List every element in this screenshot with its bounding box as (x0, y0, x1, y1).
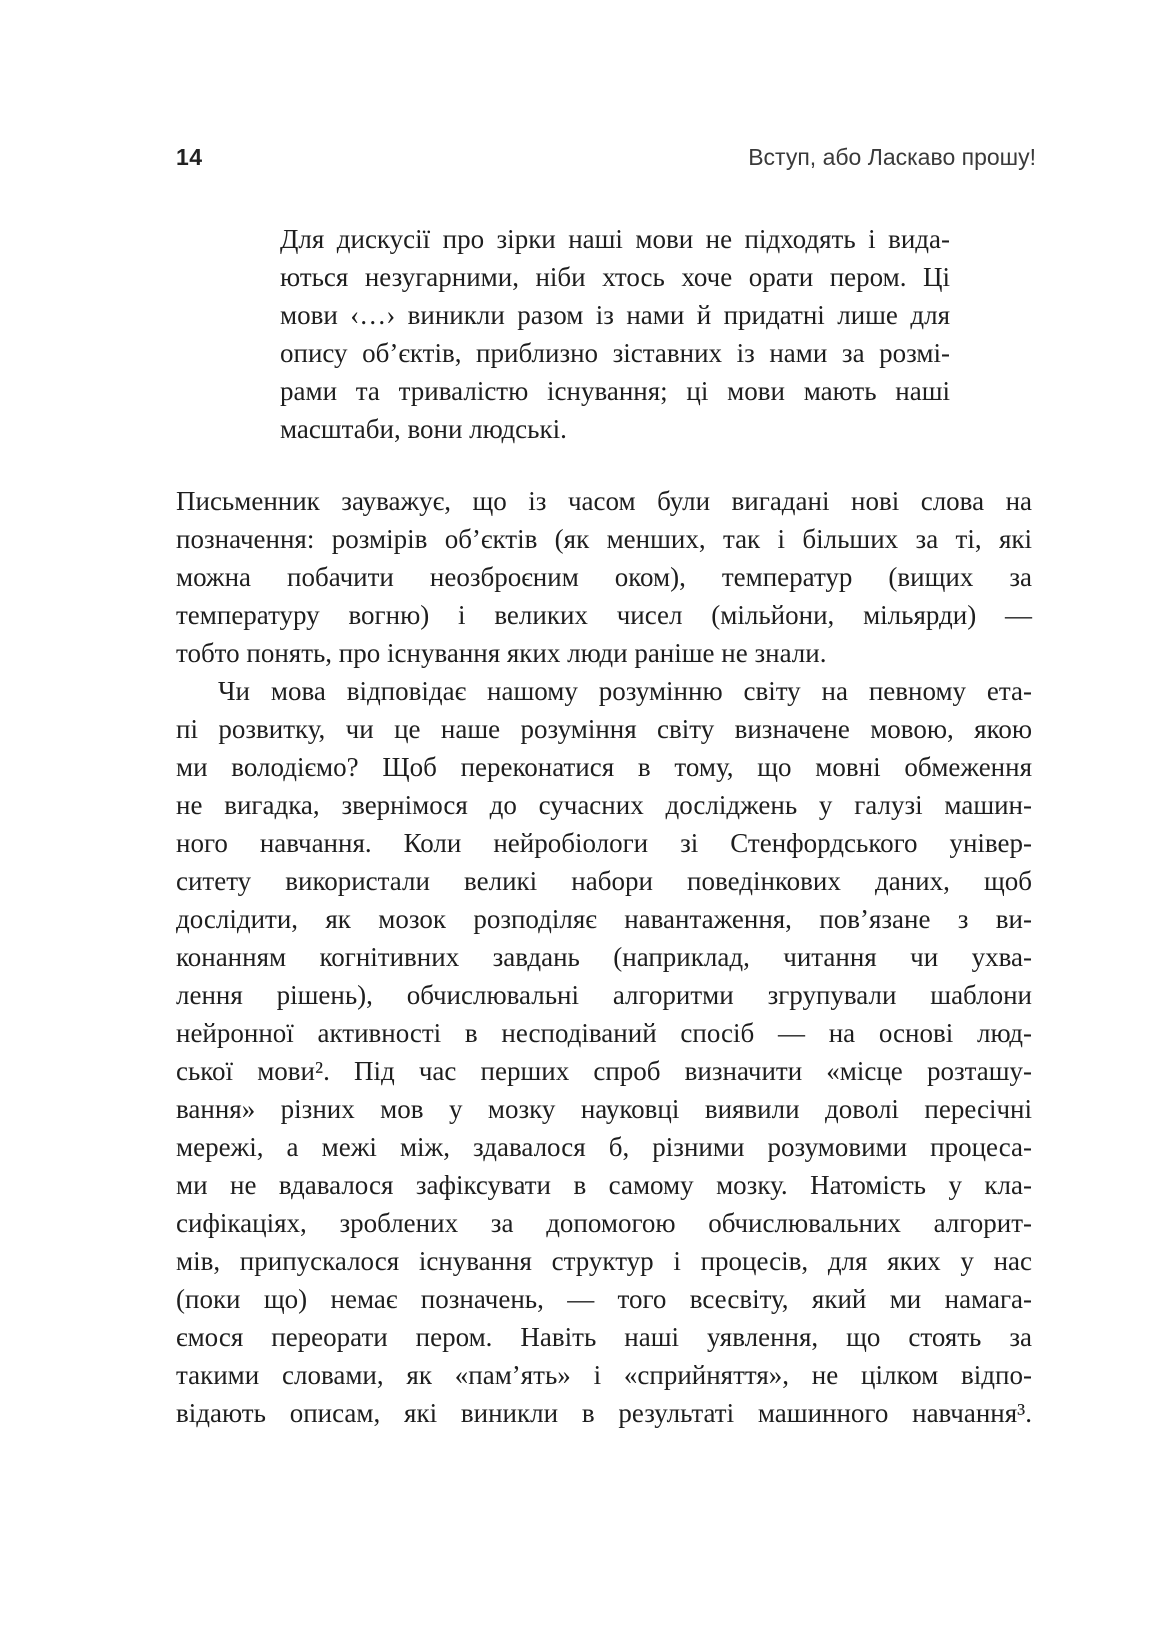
body-line: температуру вогню) і великих чисел (мільйони, мільярди) — (176, 600, 1032, 630)
body-line: Письменник зауважує, що із часом були вигадані нові слова на (176, 486, 1032, 516)
body-line: мережі, а межі між, здавалося б, різними розумовими процеса- (176, 1132, 1032, 1162)
body-line: відають описам, які виникли в результаті машинного навчання³. (176, 1398, 1032, 1428)
body-line: вання» різних мов у мозку науковці виявили доволі пересічні (176, 1094, 1032, 1124)
epigraph-blockquote (280, 220, 950, 448)
body-line: ми володіємо? Щоб переконатися в тому, що мовні обмеження (176, 752, 1032, 782)
body-line: дослідити, як мозок розподіляє навантаження, пов’язане з ви- (176, 904, 1032, 934)
body-line: пі розвитку, чи це наше розуміння світу визначене мовою, якою (176, 714, 1032, 744)
body-paragraph-1 (176, 482, 1032, 672)
body-line: Чи мова відповідає нашому розумінню світу на певному ета- (218, 676, 1032, 706)
blockquote-line: опису об’єктів, приблизно зіставних із нами за розмі- (280, 338, 950, 368)
body-line: сифікаціях, зроблених за допомогою обчислювальних алгорит- (176, 1208, 1032, 1238)
body-line: позначення: розмірів об’єктів (як менших, так і більших за ті, які (176, 524, 1032, 554)
page-number: 14 (176, 144, 203, 170)
body-line: конанням когнітивних завдань (наприклад, читання чи ухва- (176, 942, 1032, 972)
text-block (176, 220, 1032, 1432)
body-line: можна побачити неозброєним оком), температур (вищих за (176, 562, 1032, 592)
page-header (176, 144, 1036, 171)
body-line: лення рішень), обчислювальні алгоритми згрупували шаблони (176, 980, 1032, 1010)
running-header-title: Вступ, або Ласкаво прошу! (748, 144, 1036, 170)
blockquote-line: Для дискусії про зірки наші мови не підходять і вида- (280, 224, 950, 254)
body-line: (поки що) немає позначень, — того всесвіту, який ми намага- (176, 1284, 1032, 1314)
body-paragraph-2 (176, 672, 1032, 1432)
blockquote-line: масштаби, вони людські. (280, 414, 567, 444)
body-line: ми не вдавалося зафіксувати в самому мозку. Натомість у кла- (176, 1170, 1032, 1200)
body-line: ської мови². Під час перших спроб визначити «місце розташу- (176, 1056, 1032, 1086)
blockquote-line: мови ‹…› виникли разом із нами й придатні лише для (280, 300, 950, 330)
body-line: ситету використали великі набори поведінкових даних, щоб (176, 866, 1032, 896)
body-line: не вигадка, звернімося до сучасних досліджень у галузі машин- (176, 790, 1032, 820)
blockquote-line: рами та тривалістю існування; ці мови мають наші (280, 376, 950, 406)
body-line: тобто понять, про існування яких люди раніше не знали. (176, 638, 827, 668)
body-line: нейронної активності в несподіваний спосіб — на основі люд- (176, 1018, 1032, 1048)
body-line: мів, припускалося існування структур і процесів, для яких у нас (176, 1246, 1032, 1276)
body-line: ємося переорати пером. Навіть наші уявлення, що стоять за (176, 1322, 1032, 1352)
body-line: ного навчання. Коли нейробіологи зі Стенфордського універ- (176, 828, 1032, 858)
body-line: такими словами, як «пам’ять» і «сприйняття», не цілком відпо- (176, 1360, 1032, 1390)
blockquote-line: ються незугарними, ніби хтось хоче орати пером. Ці (280, 262, 950, 292)
